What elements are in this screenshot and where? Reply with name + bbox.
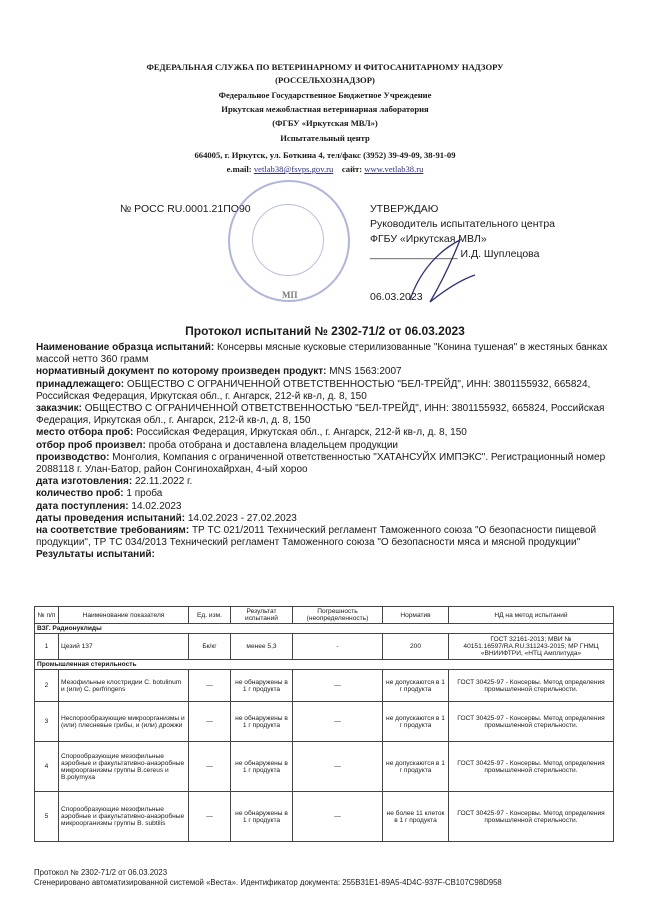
col-header-unit: Ед. изм. (189, 607, 231, 624)
stamp-inner-ring (252, 204, 324, 276)
table-row: 3 Неспорообразующие микроорганизмы и (или) плесневые грибы, и (или) дрожжи — не обнаружены в 1 г продукта — не допускаются в 1 г продукта ГОСТ 30425-97 - Консервы. Метод определения промышленной стерильности. (35, 702, 614, 742)
col-header-method: НД на метод испытаний (449, 607, 614, 624)
field-sampled-by: отбор проб произвел: проба отобрана и доставлена владельцем продукции (36, 439, 399, 451)
email-link[interactable]: vetlab38@fsvps.gov.ru (253, 164, 334, 174)
stamp-seal (228, 180, 350, 302)
stamp-mp-label: МП (282, 290, 298, 300)
field-sampling-place: место отбора проб: Российская Федерация, Иркутская обл., г. Ангарск, 212-й кв-л, д. 8, 150 (36, 427, 467, 439)
field-sample-count: количество проб: 1 проба (36, 488, 163, 500)
protocol-title: Протокол испытаний № 2302-71/2 от 06.03.2023 (185, 324, 465, 338)
institution-type: Федеральное Государственное Бюджетное Учреждение (218, 90, 432, 100)
section-row: ВЗГ. Радионуклиды (35, 624, 614, 634)
results-table (34, 606, 614, 842)
col-header-uncertainty: Погрешность (неопределенность) (293, 607, 383, 624)
lab-name: Иркутская межобластная ветеринарная лаборатория (221, 104, 429, 114)
test-center: Испытательный центр (280, 133, 370, 143)
col-header-norm: Норматив (383, 607, 449, 624)
field-test-dates: даты проведения испытаний: 14.02.2023 - 27.02.2023 (36, 512, 297, 524)
contact-line (0, 164, 650, 174)
lab-address: 664005, г. Иркутск, ул. Боткина 4, тел/факс (3952) 39-49-09, 38-91-09 (194, 150, 456, 160)
footer-generated: Сгенерировано автоматизированной системой «Веста». Идентификатор документа: 255B31E1-89A5-4D4C-937F-CB107C98D958 (34, 878, 502, 887)
field-normative-doc: нормативный документ по которому произведен продукт: MNS 1563:2007 (36, 366, 402, 378)
table-row: 1 Цезий 137 Бк/кг менее 5,3 - 200 ГОСТ 32161-2013; МВИ № 40151.16597/RA.RU.311243-2015; МР ГНМЦ «ВНИИФТРИ, «НТЦ Амплитуда» (35, 634, 614, 660)
col-header-result: Результат испытаний (231, 607, 293, 624)
col-header-number: № п/п (35, 607, 59, 624)
approval-heading: УТВЕРЖДАЮ (370, 203, 439, 215)
table-header-row (35, 607, 614, 624)
accreditation-number: № РОСС RU.0001.21ПО90 (120, 203, 251, 215)
field-production-date: дата изготовления: 22.11.2022 г. (36, 476, 193, 488)
field-customer: заказчик: ОБЩЕСТВО С ОГРАНИЧЕННОЙ ОТВЕТСТВЕННОСТЬЮ "БЕЛ-ТРЕЙД", ИНН: 3801155932, 665824, Российская Федерация, Иркутская обл., г. Ангарск, 212-й кв-л, д. 8, 150 (36, 403, 605, 427)
sample-info (36, 342, 616, 562)
footer-protocol: Протокол № 2302-71/2 от 06.03.2023 (34, 868, 168, 877)
col-header-indicator: Наименование показателя (59, 607, 189, 624)
approval-org: ФГБУ «Иркутская МВЛ» (370, 233, 487, 245)
section-row: Промышленная стерильность (35, 660, 614, 670)
approval-date: 06.03.2023 (370, 291, 423, 303)
agency-abbr: (РОССЕЛЬХОЗНАДЗОР) (275, 75, 375, 85)
agency-name: ФЕДЕРАЛЬНАЯ СЛУЖБА ПО ВЕТЕРИНАРНОМУ И ФИТОСАНИТАРНОМУ НАДЗОРУ (146, 62, 504, 72)
site-label: сайт: (341, 164, 363, 174)
field-receipt-date: дата поступления: 14.02.2023 (36, 500, 182, 512)
field-sample-name: Наименование образца испытаний: Консервы мясные кусковые стерилизованные "Конина тушеная" в жестяных банках массой нетто 360 грамм (36, 342, 608, 366)
approval-position: Руководитель испытательного центра (370, 218, 556, 230)
field-requirements: на соответствие требованиям: ТР ТС 021/2011 Технический регламент Таможенного союза "О безопасности пищевой продукции", ТР ТС 034/2013 Технический регламент Таможенного союза "О безопасности мяса и мясной продукции" (36, 525, 597, 549)
table-row: 5 Спорообразующие мезофильные аэробные и факультативно-анаэробные микроорганизмы группы B. subtilis — не обнаружены в 1 г продукта — не более 11 клеток в 1 г продукта ГОСТ 30425-97 - Консервы. Метод определения промышленной стерильности. (35, 792, 614, 842)
email-label: e.mail: (226, 164, 252, 174)
field-results-heading: Результаты испытаний: (36, 549, 155, 561)
lab-abbr: (ФГБУ «Иркутская МВЛ») (272, 118, 378, 128)
field-owner: принадлежащего: ОБЩЕСТВО С ОГРАНИЧЕННОЙ ОТВЕТСТВЕННОСТЬЮ "БЕЛ-ТРЕЙД", ИНН: 3801155932, 665824, Российская Федерация, Иркутская обл., г. Ангарск, 212-й кв-л, д. 8, 150 (36, 378, 591, 402)
site-link[interactable]: www.vetlab38.ru (364, 164, 424, 174)
field-manufacturer: производство: Монголия, Компания с ограниченной ответственностью "ХАТАНСУЙХ ИМПЭКС". Регистрационный номер 2088118 г. Улан-Батор, район Сонгинохайрхан, 4-ый хороо (36, 451, 606, 476)
table-row: 2 Мезофильные клостридии C. botulinum и (или) C. perfringens — не обнаружены в 1 г продукта — не допускаются в 1 г продукта ГОСТ 30425-97 - Консервы. Метод определения промышленной стерильности. (35, 670, 614, 702)
page-footer (34, 868, 502, 888)
table-row: 4 Спорообразующие мезофильные аэробные и факультативно-анаэробные микроорганизмы группы B.cereus и B.polymyxa — не обнаружены в 1 г продукта — не допускаются в 1 г продукта ГОСТ 30425-97 - Консервы. Метод определения промышленной стерильности. (35, 742, 614, 792)
approval-signature-line: _______________ И.Д. Шуплецова (370, 248, 540, 260)
